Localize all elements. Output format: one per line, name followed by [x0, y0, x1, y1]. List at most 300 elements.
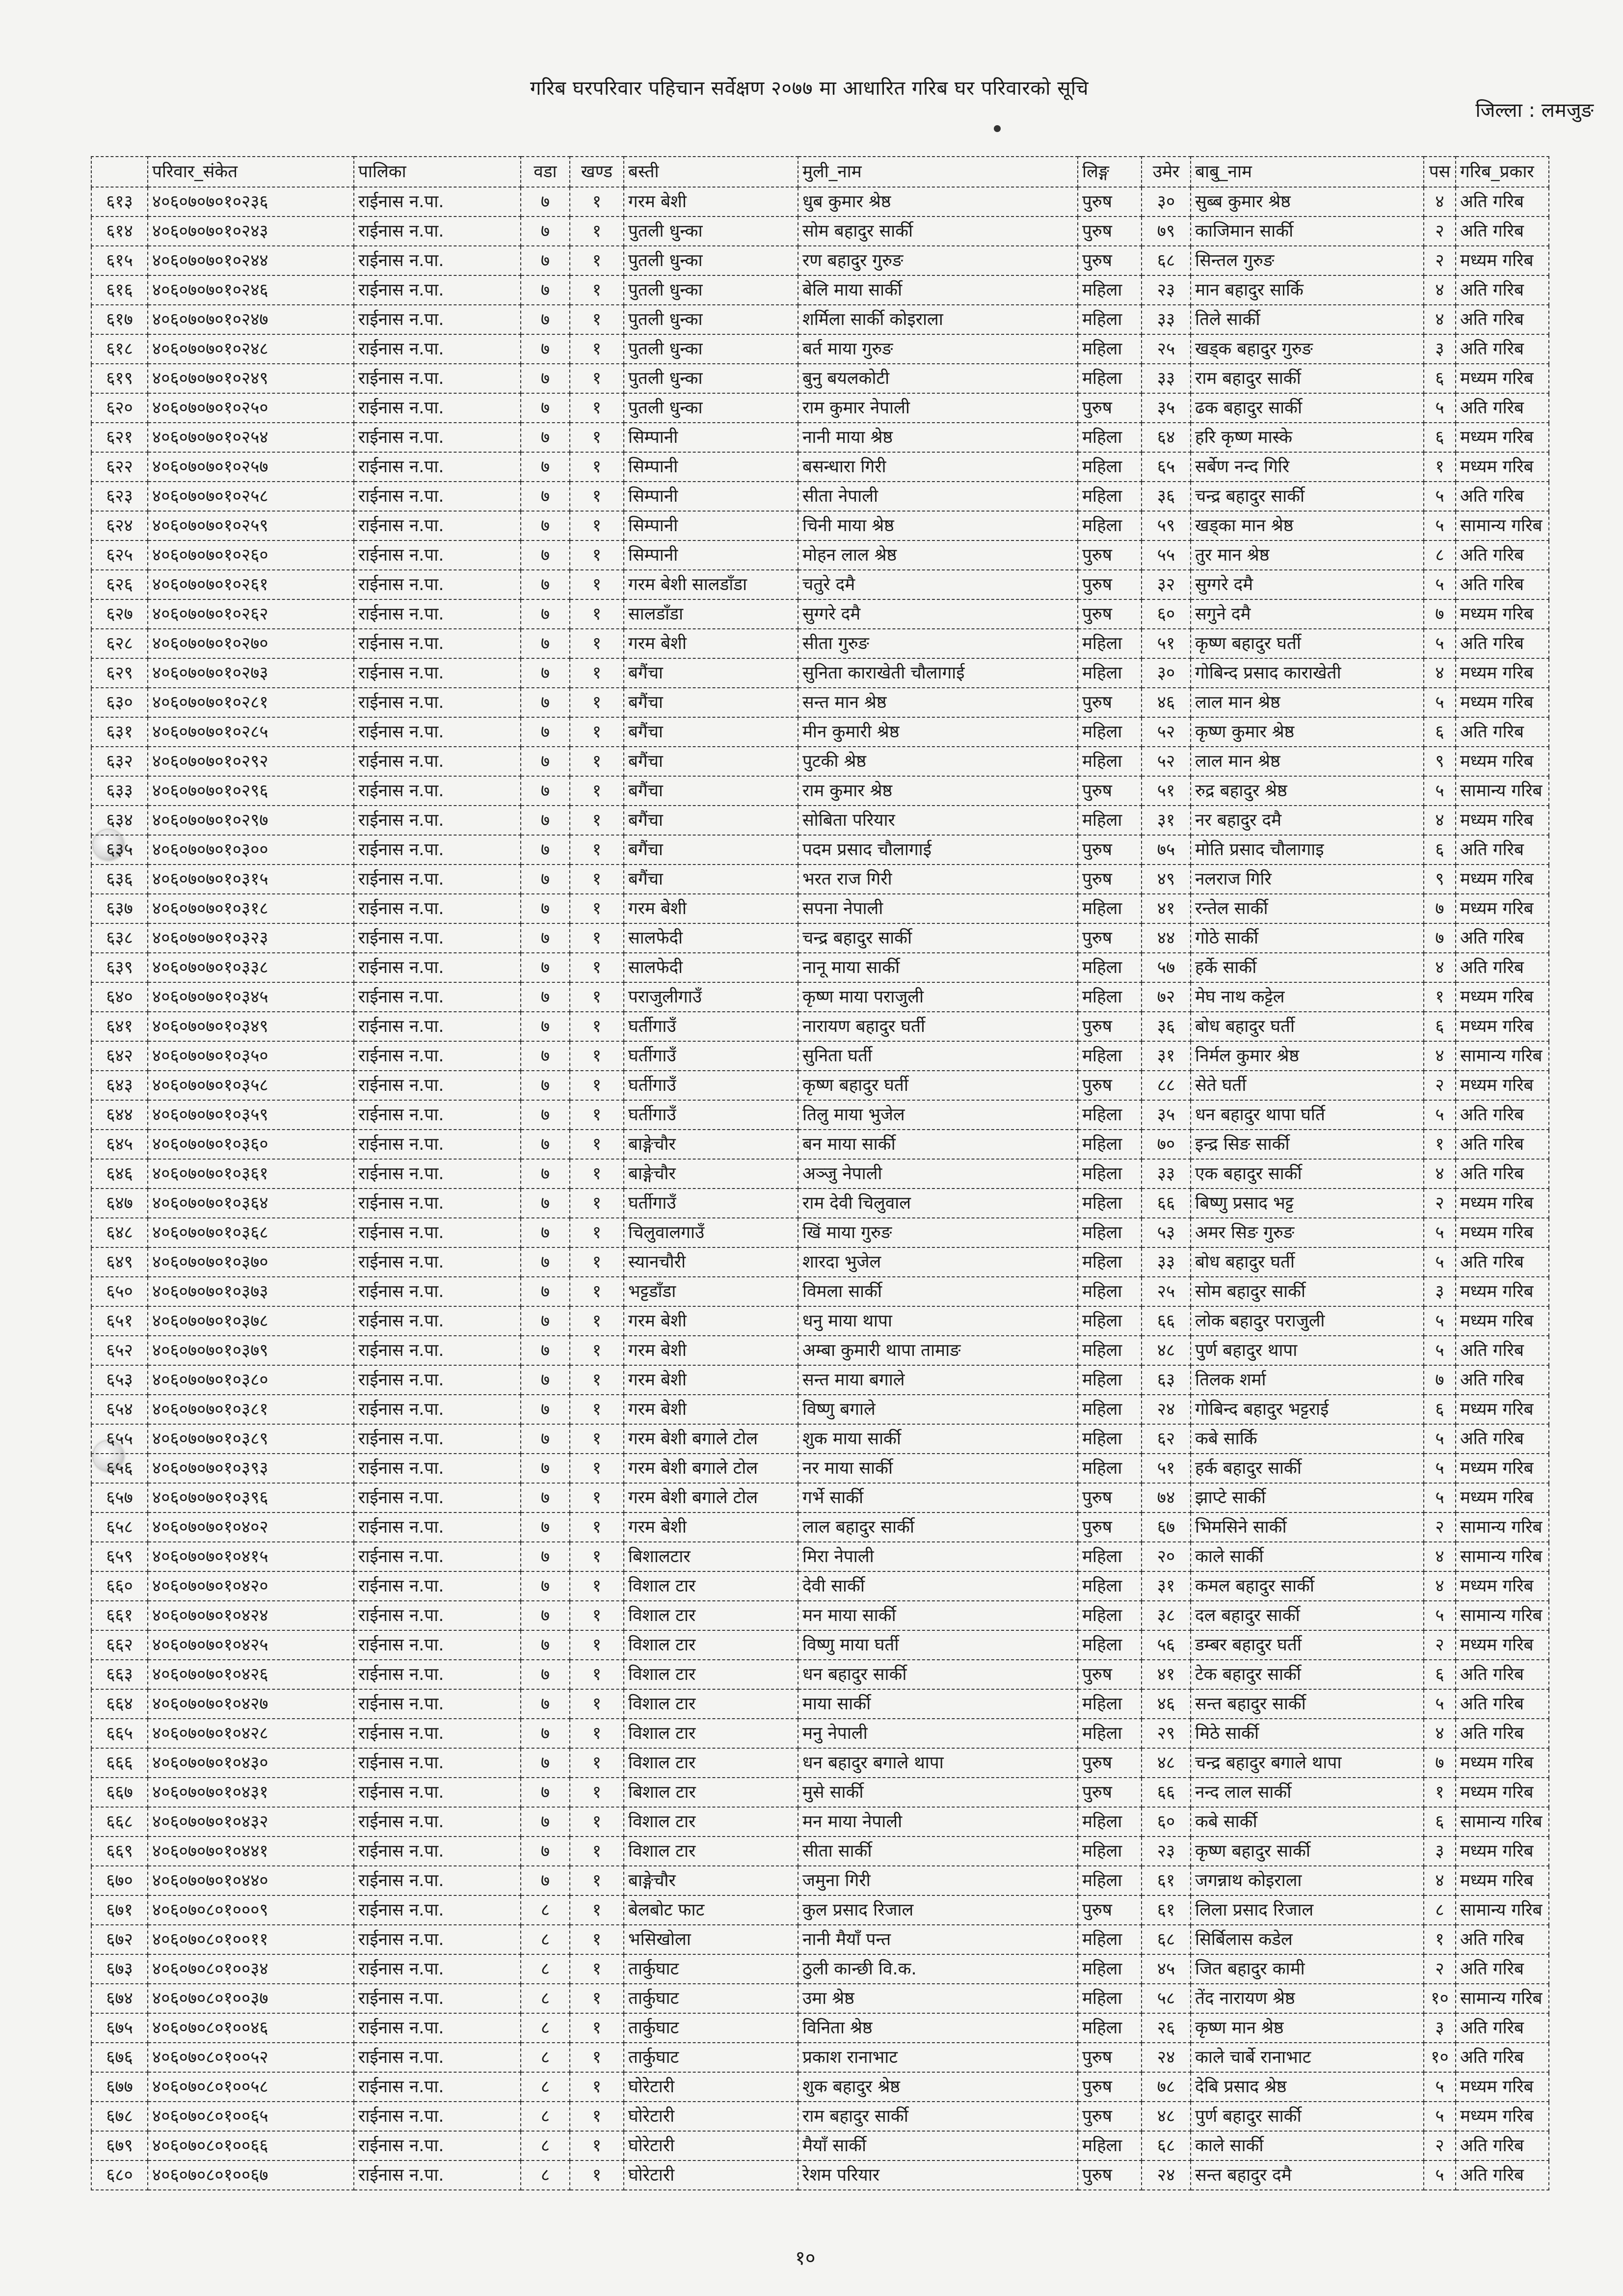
cell-ward: ७: [521, 1513, 570, 1542]
cell-gender: महिला: [1078, 1807, 1142, 1837]
cell-gender: पुरुष: [1078, 187, 1142, 216]
cell-poverty-type: अति गरिब: [1456, 1100, 1549, 1130]
cell-gender: महिला: [1078, 894, 1142, 923]
cell-block: १: [570, 1365, 624, 1395]
cell-block: १: [570, 658, 624, 688]
cell-serial: ६२४: [91, 511, 148, 540]
cell-poverty-type: अति गरिब: [1456, 1660, 1549, 1689]
cell-gender: महिला: [1078, 747, 1142, 776]
cell-block: १: [570, 511, 624, 540]
cell-poverty-type: मध्यम गरिब: [1456, 1189, 1549, 1218]
cell-ward: ८: [521, 2102, 570, 2131]
cell-head-name: देवी सार्की: [798, 1571, 1078, 1601]
cell-members: ५: [1424, 482, 1456, 511]
cell-members: ५: [1424, 2102, 1456, 2131]
cell-serial: ६२०: [91, 393, 148, 423]
cell-gender: महिला: [1078, 2131, 1142, 2161]
cell-poverty-type: अति गरिब: [1456, 216, 1549, 246]
cell-poverty-type: मध्यम गरिब: [1456, 688, 1549, 717]
cell-ward: ७: [521, 1071, 570, 1100]
cell-head-name: सीता सार्की: [798, 1837, 1078, 1866]
table-row: [91, 511, 1549, 540]
cell-block: १: [570, 747, 624, 776]
cell-ward: ८: [521, 1895, 570, 1925]
cell-head-name: चन्द्र बहादुर सार्की: [798, 923, 1078, 953]
cell-age: ३३: [1142, 305, 1191, 334]
cell-municipality: राईनास न.पा.: [354, 835, 521, 864]
cell-gender: महिला: [1078, 1365, 1142, 1395]
cell-age: ८८: [1142, 1071, 1191, 1100]
cell-household-code: ४०६०७०७०१०२५४: [148, 423, 354, 452]
cell-ward: ८: [521, 1954, 570, 1984]
cell-age: ५३: [1142, 1218, 1191, 1247]
cell-members: ७: [1424, 1365, 1456, 1395]
cell-poverty-type: अति गरिब: [1456, 2131, 1549, 2161]
cell-settlement: बिशाल टार: [624, 1778, 798, 1807]
table-row: [91, 1336, 1549, 1365]
table-row: [91, 2072, 1549, 2102]
cell-household-code: ४०६०७०७०१०३५८: [148, 1071, 354, 1100]
cell-members: ५: [1424, 1689, 1456, 1719]
cell-serial: ६७३: [91, 1954, 148, 1984]
cell-settlement: बाङ्गेचौर: [624, 1866, 798, 1895]
cell-members: ८: [1424, 540, 1456, 570]
cell-municipality: राईनास न.पा.: [354, 747, 521, 776]
cell-municipality: राईनास न.पा.: [354, 1483, 521, 1513]
cell-settlement: सिम्पानी: [624, 452, 798, 482]
cell-members: ५: [1424, 1247, 1456, 1277]
cell-settlement: घर्तीगाउँ: [624, 1041, 798, 1071]
cell-head-name: सीता नेपाली: [798, 482, 1078, 511]
table-row: [91, 1100, 1549, 1130]
cell-members: ५: [1424, 1336, 1456, 1365]
cell-serial: ६६३: [91, 1660, 148, 1689]
column-header-serial: [91, 157, 148, 187]
cell-members: ६: [1424, 1012, 1456, 1041]
cell-serial: ६७५: [91, 2013, 148, 2043]
cell-household-code: ४०६०७०७०१०३४९: [148, 1012, 354, 1041]
cell-ward: ७: [521, 511, 570, 540]
cell-serial: ६५३: [91, 1365, 148, 1395]
cell-age: ५७: [1142, 953, 1191, 982]
cell-ward: ७: [521, 452, 570, 482]
cell-municipality: राईनास न.पा.: [354, 364, 521, 393]
cell-municipality: राईनास न.पा.: [354, 305, 521, 334]
cell-members: ४: [1424, 1866, 1456, 1895]
cell-ward: ७: [521, 1041, 570, 1071]
cell-head-name: तिलु माया भुजेल: [798, 1100, 1078, 1130]
cell-gender: महिला: [1078, 1277, 1142, 1306]
cell-settlement: सालफेदी: [624, 923, 798, 953]
cell-block: १: [570, 864, 624, 894]
cell-household-code: ४०६०७०७०१०३००: [148, 835, 354, 864]
cell-serial: ६८०: [91, 2161, 148, 2190]
cell-municipality: राईनास न.पा.: [354, 776, 521, 806]
cell-ward: ७: [521, 717, 570, 747]
cell-municipality: राईनास न.पा.: [354, 1571, 521, 1601]
cell-municipality: राईनास न.पा.: [354, 1513, 521, 1542]
cell-municipality: राईनास न.पा.: [354, 423, 521, 452]
cell-members: १०: [1424, 2043, 1456, 2072]
table-header-row: [91, 157, 1549, 187]
cell-ward: ७: [521, 1719, 570, 1748]
cell-age: ४१: [1142, 894, 1191, 923]
cell-settlement: तार्कुघाट: [624, 2043, 798, 2072]
cell-age: ३८: [1142, 1601, 1191, 1630]
cell-gender: पुरुष: [1078, 1748, 1142, 1778]
cell-household-code: ४०६०७०७०१०२८५: [148, 717, 354, 747]
table-row: [91, 1837, 1549, 1866]
cell-head-name: उमा श्रेष्ठ: [798, 1984, 1078, 2013]
cell-serial: ६३९: [91, 953, 148, 982]
cell-ward: ७: [521, 423, 570, 452]
table-row: [91, 482, 1549, 511]
cell-ward: ८: [521, 2043, 570, 2072]
cell-gender: महिला: [1078, 1159, 1142, 1189]
cell-poverty-type: सामान्य गरिब: [1456, 1895, 1549, 1925]
column-header-members: पस: [1424, 157, 1456, 187]
cell-municipality: राईनास न.पा.: [354, 1954, 521, 1984]
cell-members: ४: [1424, 953, 1456, 982]
cell-gender: पुरुष: [1078, 2102, 1142, 2131]
cell-block: १: [570, 1748, 624, 1778]
cell-gender: पुरुष: [1078, 246, 1142, 275]
cell-age: ६६: [1142, 1306, 1191, 1336]
cell-serial: ६६१: [91, 1601, 148, 1630]
cell-municipality: राईनास न.पा.: [354, 1395, 521, 1424]
cell-settlement: गरम बेशी: [624, 1395, 798, 1424]
cell-household-code: ४०६०७०७०१०२६०: [148, 540, 354, 570]
cell-municipality: राईनास न.पा.: [354, 717, 521, 747]
cell-age: ६१: [1142, 1866, 1191, 1895]
table-row: [91, 1306, 1549, 1336]
cell-poverty-type: मध्यम गरिब: [1456, 1866, 1549, 1895]
cell-serial: ६७४: [91, 1984, 148, 2013]
cell-household-code: ४०६०७०७०१०३६१: [148, 1159, 354, 1189]
cell-father-name: पुर्ण बहादुर सार्की: [1191, 2102, 1424, 2131]
cell-poverty-type: मध्यम गरिब: [1456, 1778, 1549, 1807]
cell-gender: महिला: [1078, 1424, 1142, 1454]
cell-serial: ६४०: [91, 982, 148, 1012]
cell-poverty-type: मध्यम गरिब: [1456, 864, 1549, 894]
cell-head-name: विष्णु माया घर्ती: [798, 1630, 1078, 1660]
cell-block: १: [570, 1778, 624, 1807]
cell-serial: ६५४: [91, 1395, 148, 1424]
cell-poverty-type: मध्यम गरिब: [1456, 2072, 1549, 2102]
cell-serial: ६५९: [91, 1542, 148, 1571]
cell-gender: महिला: [1078, 1866, 1142, 1895]
cell-household-code: ४०६०७०८०१००११: [148, 1925, 354, 1954]
cell-age: ५१: [1142, 1454, 1191, 1483]
cell-members: ९: [1424, 747, 1456, 776]
cell-members: २: [1424, 1071, 1456, 1100]
cell-age: ५१: [1142, 776, 1191, 806]
cell-poverty-type: सामान्य गरिब: [1456, 511, 1549, 540]
cell-members: ५: [1424, 1306, 1456, 1336]
cell-ward: ७: [521, 1601, 570, 1630]
cell-serial: ६४३: [91, 1071, 148, 1100]
cell-serial: ६१४: [91, 216, 148, 246]
cell-municipality: राईनास न.पा.: [354, 1454, 521, 1483]
table-row: [91, 835, 1549, 864]
cell-serial: ६२२: [91, 452, 148, 482]
cell-father-name: तेंद नारायण श्रेष्ठ: [1191, 1984, 1424, 2013]
cell-municipality: राईनास न.पा.: [354, 1159, 521, 1189]
cell-father-name: खड्क बहादुर गुरुङ: [1191, 334, 1424, 364]
cell-settlement: घर्तीगाउँ: [624, 1189, 798, 1218]
cell-block: १: [570, 1601, 624, 1630]
cell-ward: ७: [521, 599, 570, 629]
cell-age: ४८: [1142, 1336, 1191, 1365]
cell-serial: ६३६: [91, 864, 148, 894]
cell-age: ६४: [1142, 423, 1191, 452]
cell-municipality: राईनास न.पा.: [354, 1365, 521, 1395]
cell-age: ३६: [1142, 482, 1191, 511]
cell-poverty-type: सामान्य गरिब: [1456, 1601, 1549, 1630]
cell-serial: ६३१: [91, 717, 148, 747]
cell-serial: ६४९: [91, 1247, 148, 1277]
cell-ward: ८: [521, 1925, 570, 1954]
cell-poverty-type: अति गरिब: [1456, 1689, 1549, 1719]
cell-head-name: नानी माया श्रेष्ठ: [798, 423, 1078, 452]
cell-father-name: सगुने दमै: [1191, 599, 1424, 629]
cell-head-name: नर माया सार्की: [798, 1454, 1078, 1483]
table-row: [91, 1483, 1549, 1513]
cell-settlement: गरम बेशी बगाले टोल: [624, 1483, 798, 1513]
cell-household-code: ४०६०७०८०१००६६: [148, 2131, 354, 2161]
cell-ward: ७: [521, 864, 570, 894]
column-header-gender: लिङ्ग: [1078, 157, 1142, 187]
cell-members: ४: [1424, 658, 1456, 688]
cell-father-name: चन्द्र बहादुर बगाले थापा: [1191, 1748, 1424, 1778]
cell-father-name: मोति प्रसाद चौलागाइ: [1191, 835, 1424, 864]
cell-poverty-type: मध्यम गरिब: [1456, 894, 1549, 923]
cell-head-name: मीन कुमारी श्रेष्ठ: [798, 717, 1078, 747]
cell-age: ५५: [1142, 540, 1191, 570]
page-number: १०: [795, 2247, 816, 2269]
cell-age: ३०: [1142, 187, 1191, 216]
cell-ward: ७: [521, 1306, 570, 1336]
table-row: [91, 1071, 1549, 1100]
cell-household-code: ४०६०७०७०१०२५०: [148, 393, 354, 423]
cell-household-code: ४०६०७०७०१०४२०: [148, 1571, 354, 1601]
cell-gender: पुरुष: [1078, 2161, 1142, 2190]
cell-settlement: घर्तीगाउँ: [624, 1100, 798, 1130]
cell-head-name: विमला सार्की: [798, 1277, 1078, 1306]
cell-block: १: [570, 1954, 624, 1984]
cell-block: १: [570, 2131, 624, 2161]
cell-head-name: खिं माया गुरुङ: [798, 1218, 1078, 1247]
household-table: [91, 156, 1549, 2190]
cell-ward: ७: [521, 216, 570, 246]
cell-household-code: ४०६०७०७०१०४४१: [148, 1837, 354, 1866]
cell-members: ५: [1424, 1218, 1456, 1247]
cell-members: ७: [1424, 923, 1456, 953]
cell-municipality: राईनास न.पा.: [354, 1071, 521, 1100]
cell-age: ६०: [1142, 599, 1191, 629]
cell-municipality: राईनास न.पा.: [354, 1866, 521, 1895]
cell-household-code: ४०६०७०७०१०३१८: [148, 894, 354, 923]
table-row: [91, 806, 1549, 835]
cell-household-code: ४०६०७०७०१०३७८: [148, 1306, 354, 1336]
cell-ward: ७: [521, 482, 570, 511]
cell-municipality: राईनास न.पा.: [354, 923, 521, 953]
cell-household-code: ४०६०७०७०१०४३१: [148, 1778, 354, 1807]
cell-settlement: बगैंचा: [624, 835, 798, 864]
cell-serial: ६३३: [91, 776, 148, 806]
cell-serial: ६४२: [91, 1041, 148, 1071]
cell-gender: महिला: [1078, 2013, 1142, 2043]
cell-municipality: राईनास न.पा.: [354, 1925, 521, 1954]
cell-municipality: राईनास न.पा.: [354, 1542, 521, 1571]
cell-block: १: [570, 1660, 624, 1689]
cell-serial: ६१७: [91, 305, 148, 334]
cell-municipality: राईनास न.पा.: [354, 1189, 521, 1218]
cell-block: १: [570, 688, 624, 717]
cell-municipality: राईनास न.पा.: [354, 2013, 521, 2043]
cell-block: १: [570, 452, 624, 482]
cell-poverty-type: मध्यम गरिब: [1456, 1571, 1549, 1601]
cell-serial: ६१८: [91, 334, 148, 364]
cell-head-name: प्रकाश रानाभाट: [798, 2043, 1078, 2072]
cell-household-code: ४०६०७०८०१०००९: [148, 1895, 354, 1925]
cell-head-name: मुसे सार्की: [798, 1778, 1078, 1807]
cell-serial: ६४४: [91, 1100, 148, 1130]
cell-age: ३१: [1142, 1571, 1191, 1601]
cell-age: ६६: [1142, 1189, 1191, 1218]
cell-household-code: ४०६०७०८०१००५८: [148, 2072, 354, 2102]
cell-members: ४: [1424, 187, 1456, 216]
table-row: [91, 1247, 1549, 1277]
table-row: [91, 1454, 1549, 1483]
cell-father-name: सन्त बहादुर दमै: [1191, 2161, 1424, 2190]
cell-poverty-type: सामान्य गरिब: [1456, 1041, 1549, 1071]
cell-gender: महिला: [1078, 1630, 1142, 1660]
cell-household-code: ४०६०७०७०१०४३०: [148, 1748, 354, 1778]
cell-municipality: राईनास न.पा.: [354, 688, 521, 717]
cell-serial: ६२६: [91, 570, 148, 599]
cell-gender: महिला: [1078, 1689, 1142, 1719]
cell-household-code: ४०६०७०८०१००६५: [148, 2102, 354, 2131]
cell-gender: पुरुष: [1078, 1660, 1142, 1689]
cell-municipality: राईनास न.पा.: [354, 1601, 521, 1630]
cell-age: ६८: [1142, 2131, 1191, 2161]
cell-ward: ८: [521, 2131, 570, 2161]
cell-serial: ६७२: [91, 1925, 148, 1954]
cell-poverty-type: अति गरिब: [1456, 1247, 1549, 1277]
cell-serial: ६३७: [91, 894, 148, 923]
cell-household-code: ४०६०७०७०१०२८१: [148, 688, 354, 717]
cell-members: ५: [1424, 1454, 1456, 1483]
cell-gender: महिला: [1078, 423, 1142, 452]
cell-head-name: ठुली कान्छी वि.क.: [798, 1954, 1078, 1984]
cell-father-name: निर्मल कुमार श्रेष्ठ: [1191, 1041, 1424, 1071]
cell-block: १: [570, 482, 624, 511]
cell-block: १: [570, 393, 624, 423]
cell-members: १: [1424, 1925, 1456, 1954]
cell-ward: ७: [521, 894, 570, 923]
cell-serial: ६२३: [91, 482, 148, 511]
cell-father-name: लाल मान श्रेष्ठ: [1191, 747, 1424, 776]
cell-settlement: विशाल टार: [624, 1719, 798, 1748]
cell-poverty-type: अति गरिब: [1456, 1130, 1549, 1159]
cell-members: ४: [1424, 806, 1456, 835]
cell-poverty-type: अति गरिब: [1456, 953, 1549, 982]
cell-municipality: राईनास न.पा.: [354, 187, 521, 216]
cell-father-name: दल बहादुर सार्की: [1191, 1601, 1424, 1630]
cell-household-code: ४०६०७०७०१०४१५: [148, 1542, 354, 1571]
cell-settlement: गरम बेशी बगाले टोल: [624, 1454, 798, 1483]
cell-household-code: ४०६०७०७०१०४३२: [148, 1807, 354, 1837]
cell-head-name: मिरा नेपाली: [798, 1542, 1078, 1571]
ink-dot: [994, 125, 1001, 132]
cell-settlement: बिशालटार: [624, 1542, 798, 1571]
cell-ward: ८: [521, 1984, 570, 2013]
cell-age: ४८: [1142, 2102, 1191, 2131]
cell-gender: महिला: [1078, 1837, 1142, 1866]
cell-gender: महिला: [1078, 305, 1142, 334]
cell-block: १: [570, 806, 624, 835]
cell-father-name: पुर्ण बहादुर थापा: [1191, 1336, 1424, 1365]
cell-age: ६२: [1142, 1424, 1191, 1454]
cell-gender: महिला: [1078, 275, 1142, 305]
table-row: [91, 1395, 1549, 1424]
cell-members: ६: [1424, 1395, 1456, 1424]
cell-father-name: देबि प्रसाद श्रेष्ठ: [1191, 2072, 1424, 2102]
table-row: [91, 1571, 1549, 1601]
cell-block: १: [570, 1689, 624, 1719]
cell-gender: महिला: [1078, 1601, 1142, 1630]
cell-age: ६८: [1142, 1925, 1191, 1954]
cell-father-name: सिन्तल गुरुङ: [1191, 246, 1424, 275]
cell-block: १: [570, 1925, 624, 1954]
cell-poverty-type: अति गरिब: [1456, 923, 1549, 953]
cell-municipality: राईनास न.पा.: [354, 864, 521, 894]
cell-head-name: भरत राज गिरी: [798, 864, 1078, 894]
table-row: [91, 688, 1549, 717]
cell-settlement: बगैंचा: [624, 717, 798, 747]
cell-block: १: [570, 1424, 624, 1454]
cell-father-name: मिठे सार्की: [1191, 1719, 1424, 1748]
cell-settlement: सिम्पानी: [624, 423, 798, 452]
cell-block: १: [570, 982, 624, 1012]
table-row: [91, 717, 1549, 747]
cell-serial: ६७८: [91, 2102, 148, 2131]
cell-head-name: सुग्गरे दमै: [798, 599, 1078, 629]
cell-block: १: [570, 1513, 624, 1542]
cell-father-name: सुब्ब कुमार श्रेष्ठ: [1191, 187, 1424, 216]
cell-settlement: गरम बेशी: [624, 629, 798, 658]
cell-age: ३२: [1142, 570, 1191, 599]
cell-block: १: [570, 1218, 624, 1247]
table-row: [91, 1189, 1549, 1218]
table-row: [91, 953, 1549, 982]
cell-poverty-type: मध्यम गरिब: [1456, 364, 1549, 393]
cell-ward: ७: [521, 1395, 570, 1424]
cell-block: १: [570, 1454, 624, 1483]
cell-municipality: राईनास न.पा.: [354, 1277, 521, 1306]
cell-father-name: कबे सार्की: [1191, 1807, 1424, 1837]
cell-block: १: [570, 570, 624, 599]
cell-household-code: ४०६०७०७०१०२४८: [148, 334, 354, 364]
cell-household-code: ४०६०७०७०१०३९६: [148, 1483, 354, 1513]
cell-father-name: एक बहादुर सार्की: [1191, 1159, 1424, 1189]
column-header-poverty-type: गरिब_प्रकार: [1456, 157, 1549, 187]
cell-block: १: [570, 1895, 624, 1925]
cell-poverty-type: अति गरिब: [1456, 334, 1549, 364]
cell-gender: पुरुष: [1078, 1483, 1142, 1513]
cell-gender: महिला: [1078, 1336, 1142, 1365]
